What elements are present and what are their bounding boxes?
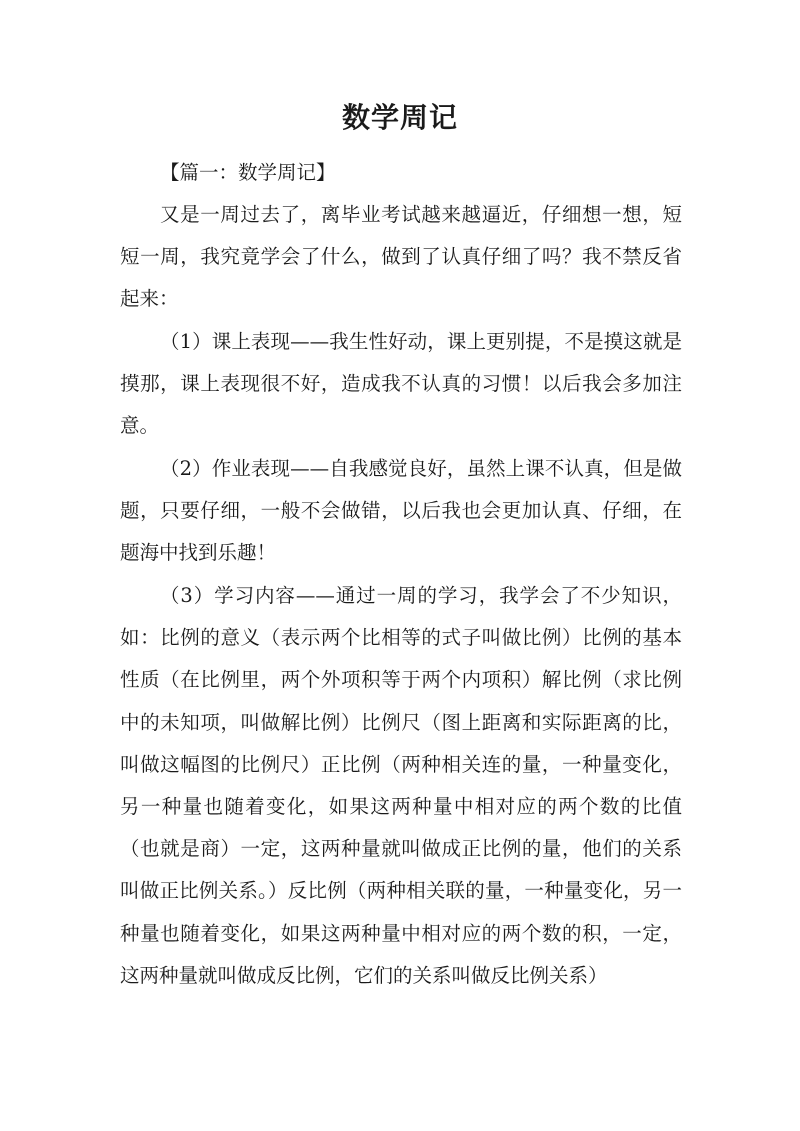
- paragraph-class-performance: （1）课上表现——我生性好动，课上更别提，不是摸这就是摸那，课上表现很不好，造成我不认真的习惯！以后我会多加注意。: [120, 330, 682, 438]
- page-title: 数学周记: [341, 101, 458, 134]
- paragraph-intro: 又是一周过去了，离毕业考试越来越逼近，仔细想一想，短短一周，我究竟学会了什么，做到了认真仔细了吗？我不禁反省起来：: [120, 203, 682, 311]
- paragraph-homework-performance: （2）作业表现——自我感觉良好，虽然上课不认真，但是做题，只要仔细，一般不会做错，以后我也会更加认真、仔细，在题海中找到乐趣！: [120, 457, 682, 565]
- paragraph-learning-content: （3）学习内容——通过一周的学习，我学会了不少知识，如：比例的意义（表示两个比相等的式子叫做比例）比例的基本性质（在比例里，两个外项积等于两个内项积）解比例（求比例中的未知项，叫做解比例）比例尺（图上距离和实际距离的比，叫做这幅图的比例尺）正比例（两种相关连的量，一种量变化，另一种量也随着变化，如果这两种量中相对应的两个数的比值（也就是商）一定，这两种量就叫做成正比例的量，他们的关系叫做正比例关系。）反比例（两种相关联的量，一种量变化，另一种量也随着变化，如果这两种量中相对应的两个数的积，一定，这两种量就叫做成反比例，它们的关系叫做反比例关系）: [120, 584, 682, 987]
- section-heading: 【篇一：数学周记】: [160, 161, 336, 184]
